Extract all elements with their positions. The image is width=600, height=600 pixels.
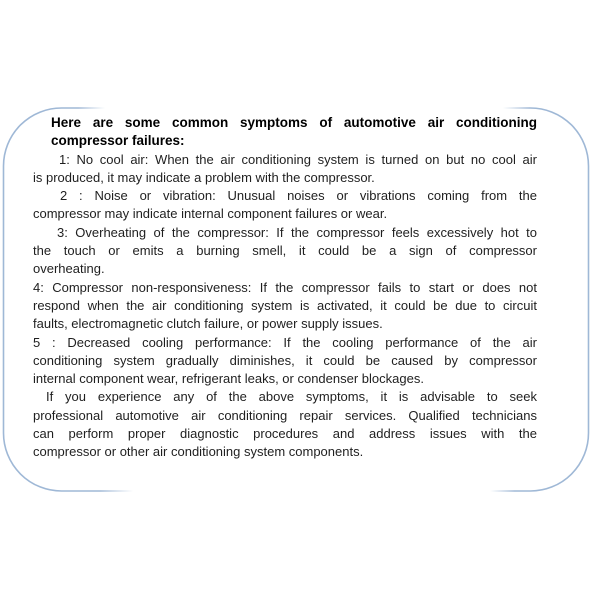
text-line: can perform proper diagnostic procedures and address issues with the xyxy=(33,426,537,442)
text-line: 1: No cool air: When the air conditioning system is turned on but no cool air xyxy=(59,151,537,167)
paragraph-heading xyxy=(33,114,537,151)
text-line: 3: Overheating of the compressor: If the compressor feels excessively hot to xyxy=(57,224,537,240)
text-line: respond when the air conditioning system is activated, it could be due to circuit xyxy=(33,297,537,313)
text-line: 5 : Decreased cooling performance: If the cooling performance of the air xyxy=(33,334,537,350)
document-text xyxy=(33,114,537,462)
paragraph-symptom-4 xyxy=(33,279,537,334)
text-line: the touch or emits a burning smell, it could be a sign of compressor xyxy=(33,243,537,259)
text-line: If you experience any of the above symptoms, it is advisable to seek xyxy=(46,389,537,405)
bottom-edge-fade xyxy=(100,483,515,499)
text-line: internal component wear, refrigerant leaks, or condenser blockages. xyxy=(33,371,424,387)
text-line: is produced, it may indicate a problem with the compressor. xyxy=(33,169,375,185)
text-line: 2 : Noise or vibration: Unusual noises or vibrations coming from the xyxy=(60,188,537,204)
text-line: overheating. xyxy=(33,261,105,277)
text-line: professional automotive air conditioning repair services. Qualified technicians xyxy=(33,407,537,423)
text-line: compressor failures: xyxy=(51,133,185,149)
paragraph-closing xyxy=(33,388,537,461)
text-line: conditioning system gradually diminishes, it could be caused by compressor xyxy=(33,352,537,368)
text-line: compressor may indicate internal component failures or wear. xyxy=(33,206,388,222)
text-line: Here are some common symptoms of automotive air conditioning xyxy=(51,115,537,130)
paragraph-symptom-3 xyxy=(33,224,537,279)
text-line: faults, electromagnetic clutch failure, or power supply issues. xyxy=(33,316,383,332)
text-line: compressor or other air conditioning system components. xyxy=(33,444,364,460)
paragraph-symptom-2 xyxy=(33,187,537,224)
paragraph-symptom-5 xyxy=(33,334,537,389)
text-line: 4: Compressor non-responsiveness: If the compressor fails to start or does not xyxy=(33,279,537,295)
paragraph-symptom-1 xyxy=(33,151,537,188)
